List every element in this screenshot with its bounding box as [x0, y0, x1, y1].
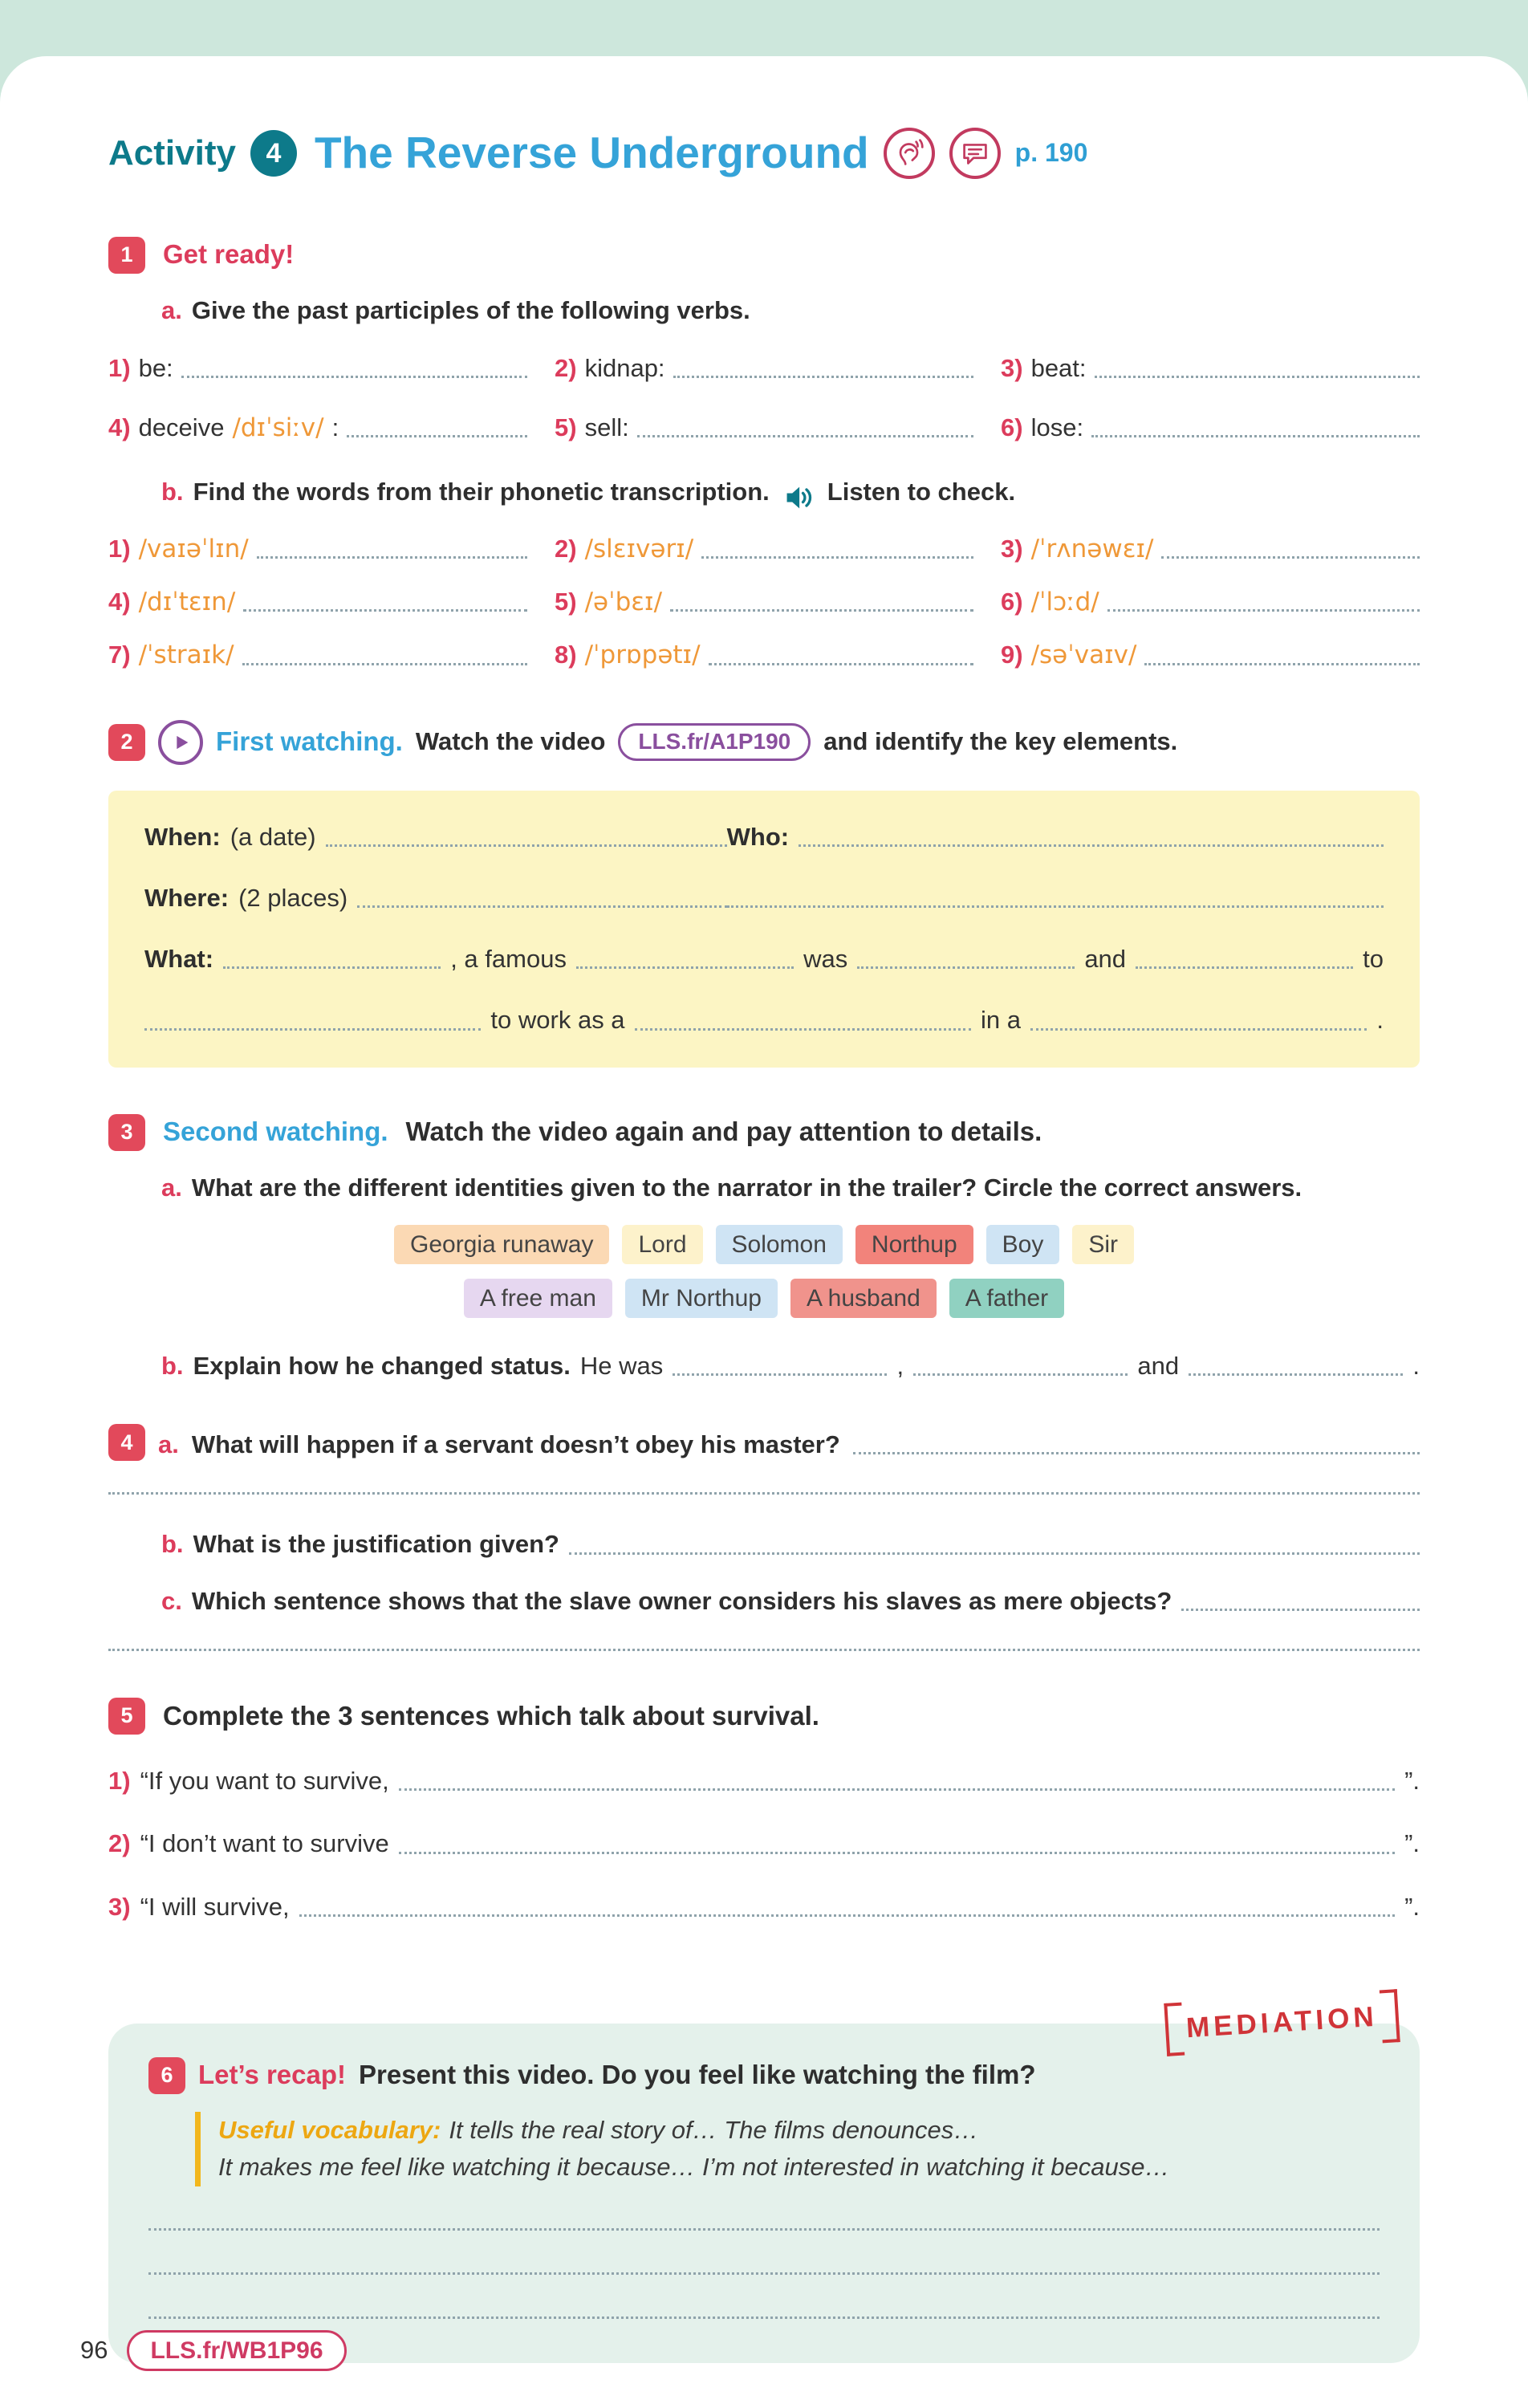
answer-blank: [1091, 435, 1420, 437]
section-1-badge: 1: [108, 237, 145, 274]
task-lead: He was: [579, 1352, 664, 1381]
task-letter: b.: [161, 1352, 184, 1381]
page-ref: p. 190: [1014, 137, 1088, 167]
answer-blank: [257, 556, 527, 559]
recap-text: Present this video. Do you feel like watching the film?: [359, 2060, 1036, 2090]
item-number: 5): [555, 413, 577, 442]
item-number: 2): [555, 353, 577, 382]
what-row: [144, 943, 1384, 975]
verb-label: sell:: [584, 413, 629, 442]
task-text: What is the justification given?: [193, 1530, 559, 1559]
answer-blank: [701, 556, 973, 559]
verb-label: be:: [138, 353, 173, 382]
item-number: 4): [108, 413, 131, 442]
task-1b: [161, 476, 1420, 508]
identity-chip[interactable]: Georgia runaway: [394, 1225, 609, 1264]
answer-line: [148, 2316, 1380, 2319]
answer-blank: [727, 905, 1384, 908]
sentence-end: ”.: [1404, 1829, 1420, 1858]
verb-colon: :: [331, 413, 339, 442]
page-number: 96: [80, 2336, 108, 2365]
sentence-end: ”.: [1404, 1766, 1420, 1795]
section-5-badge: 5: [108, 1698, 145, 1735]
ipa-text: /dɪˈtɛɪn/: [138, 587, 236, 616]
identity-chips-row-1: [108, 1225, 1420, 1264]
item-number: 2): [108, 1829, 131, 1858]
activity-label: Activity: [108, 133, 236, 173]
phonetics-row-1: [108, 533, 1420, 565]
task-letter: b.: [161, 1530, 184, 1559]
task-letter: a.: [161, 1173, 182, 1202]
section-first-watching: [108, 720, 1420, 1068]
answer-blank: [1030, 1028, 1367, 1031]
ipa-text: /səˈvaɪv/: [1030, 641, 1137, 670]
task-4c: [161, 1585, 1420, 1617]
section-3-badge: 3: [108, 1114, 145, 1151]
answer-blank: [399, 1852, 1395, 1854]
video-link[interactable]: LLS.fr/A1P190: [618, 723, 811, 760]
answer-blank: [670, 609, 973, 612]
sentence-start: “If you want to survive,: [140, 1766, 389, 1795]
when-who-row: [144, 821, 1384, 853]
section-questions: [108, 1424, 1420, 1651]
answer-blank: [637, 435, 973, 437]
identity-chip[interactable]: Sir: [1072, 1225, 1134, 1264]
identity-chip[interactable]: A free man: [464, 1279, 612, 1318]
verb-item: [1001, 352, 1420, 384]
phonetic-item: [555, 533, 973, 565]
phonetic-item: [1001, 639, 1420, 671]
section-4-badge: 4: [108, 1424, 145, 1461]
ipa-text: /ˈlɔːd/: [1030, 587, 1099, 616]
section-1-title: Get ready!: [163, 239, 295, 270]
section-6-badge: 6: [148, 2057, 185, 2094]
answer-blank: [799, 844, 1384, 847]
answer-line: [148, 2228, 1380, 2231]
answer-line: [148, 2272, 1380, 2275]
section-2-badge: 2: [108, 724, 145, 761]
answer-blank: [144, 1028, 481, 1031]
answer-blank: [1107, 609, 1420, 612]
answer-blank: [399, 1788, 1395, 1791]
ipa-text: /vaɪəˈlɪn/: [138, 534, 249, 563]
ipa-text: /ˈprɒpətɪ/: [584, 641, 701, 670]
what-text: .: [1376, 1006, 1384, 1035]
answer-blank: [1136, 966, 1353, 969]
workbook-page: [0, 56, 1528, 2408]
mediation-stamp: MEDIATION: [1164, 1989, 1400, 2056]
identity-chip[interactable]: Lord: [622, 1225, 702, 1264]
item-number: 3): [108, 1892, 131, 1921]
ipa-text: /ˈrʌnəwɛɪ/: [1030, 534, 1154, 563]
identity-chips-row-2: [108, 1279, 1420, 1318]
verb-item: [555, 412, 973, 444]
listening-icon: [884, 128, 935, 179]
phonetic-item: [1001, 586, 1420, 618]
answer-blank: [673, 376, 973, 378]
what-text: in a: [980, 1006, 1021, 1035]
phonetic-item: [555, 586, 973, 618]
when-hint: (a date): [230, 822, 316, 851]
answer-blank: [223, 966, 441, 969]
survival-sentence: [108, 1765, 1420, 1797]
verbs-row-1: [108, 352, 1420, 384]
identity-chip[interactable]: Mr Northup: [625, 1279, 778, 1318]
item-number: 7): [108, 641, 131, 669]
task-text: Explain how he changed status.: [193, 1352, 571, 1381]
answer-blank: [181, 376, 527, 378]
survival-sentence: [108, 1828, 1420, 1860]
section-survival: [108, 1698, 1420, 1923]
answer-blank: [357, 905, 726, 908]
identity-chip[interactable]: A husband: [790, 1279, 937, 1318]
what-row-2: [144, 1004, 1384, 1036]
answer-blank: [243, 609, 527, 612]
page-footer: [80, 2330, 347, 2371]
sentence-start: “I don’t want to survive: [140, 1829, 389, 1858]
vocab-label: Useful vocabulary:: [218, 2115, 441, 2144]
answer-blank: [576, 966, 794, 969]
play-icon[interactable]: [158, 720, 203, 765]
speaking-icon: [949, 128, 1001, 179]
task-4b: [161, 1528, 1420, 1560]
section-2-subtitle: First watching.: [216, 726, 403, 757]
verb-item: [555, 352, 973, 384]
answer-blank: [326, 844, 727, 847]
verb-label: lose:: [1030, 413, 1084, 442]
task-text: Which sentence shows that the slave owner considers his slaves as mere objects?: [191, 1586, 1172, 1615]
separator: ,: [896, 1352, 904, 1381]
ipa-text: /ˈstraɪk/: [138, 641, 234, 670]
verb-label: deceive: [138, 413, 225, 442]
identity-chip[interactable]: Northup: [855, 1225, 973, 1264]
task-letter: c.: [161, 1586, 182, 1615]
task-3b: [161, 1350, 1420, 1382]
item-number: 1): [108, 353, 131, 382]
sentence-end: ”.: [1404, 1892, 1420, 1921]
answer-blank: [1189, 1373, 1403, 1376]
section-2-text-after: and identify the key elements.: [823, 727, 1178, 756]
phonetics-row-3: [108, 639, 1420, 671]
phonetics-row-2: [108, 586, 1420, 618]
key-elements-box: [108, 791, 1420, 1068]
vocab-line-2: It makes me feel like watching it because… I’m not interested in watching it because…: [218, 2153, 1170, 2182]
section-recap: [108, 2000, 1420, 2363]
vocab-line-1: It tells the real story of… The films denounces…: [449, 2115, 979, 2144]
task-letter: b.: [161, 478, 184, 506]
who-label: Who:: [726, 822, 790, 851]
section-5-title: Complete the 3 sentences which talk about survival.: [163, 1700, 819, 1731]
verb-item: [108, 412, 527, 444]
section-second-watching: [108, 1114, 1420, 1383]
sentence-start: “I will survive,: [140, 1892, 290, 1921]
answer-blank: [673, 1373, 887, 1376]
verb-label: kidnap:: [584, 353, 665, 382]
ipa-text: /slɛɪvərɪ/: [584, 534, 694, 563]
item-number: 4): [108, 587, 131, 616]
item-number: 8): [555, 641, 577, 669]
task-text: Give the past participles of the following verbs.: [191, 295, 750, 324]
activity-header: [108, 124, 1420, 182]
verb-item: [1001, 412, 1420, 444]
phonetic-item: [108, 533, 527, 565]
useful-vocabulary: [195, 2112, 1380, 2186]
phonetic-hint: /dɪˈsiːv/: [232, 413, 324, 443]
what-text: , a famous: [450, 945, 567, 974]
section-2-text: Watch the video: [415, 727, 606, 756]
what-text: to: [1363, 945, 1384, 974]
answer-line: [108, 1488, 1420, 1495]
where-label: Where:: [144, 883, 230, 912]
task-letter: a.: [158, 1430, 179, 1459]
page-title: The Reverse Underground: [314, 128, 869, 177]
what-label: What:: [144, 945, 214, 974]
verb-label: beat:: [1030, 353, 1087, 382]
identity-chip[interactable]: Solomon: [716, 1225, 843, 1264]
section-get-ready: [108, 237, 1420, 672]
item-number: 3): [1001, 534, 1023, 563]
answer-blank: [347, 435, 527, 437]
answer-blank: [569, 1552, 1420, 1555]
item-number: 9): [1001, 641, 1023, 669]
phonetic-item: [555, 639, 973, 671]
phonetic-item: [108, 586, 527, 618]
answer-line: [108, 1645, 1420, 1651]
answer-blank: [857, 966, 1075, 969]
answer-blank: [1161, 556, 1420, 559]
phonetic-item: [1001, 533, 1420, 565]
period: .: [1412, 1352, 1420, 1381]
recap-title: Let’s recap!: [198, 2060, 347, 2090]
what-text: to work as a: [490, 1006, 625, 1035]
where-row: [144, 882, 1384, 914]
item-number: 1): [108, 534, 131, 563]
answer-blank: [635, 1028, 971, 1031]
answer-blank: [913, 1373, 1128, 1376]
section-3-text: Watch the video again and pay attention to details.: [405, 1117, 1042, 1147]
answer-blank: [709, 663, 973, 665]
identity-chip[interactable]: Boy: [986, 1225, 1060, 1264]
when-label: When:: [144, 822, 221, 851]
answer-blank: [1095, 376, 1420, 378]
recap-head: [148, 2057, 1380, 2094]
task-1a: [161, 295, 1420, 327]
task-text: What will happen if a servant doesn’t obey his master?: [191, 1430, 840, 1459]
what-text: and: [1084, 945, 1127, 974]
item-number: 2): [555, 534, 577, 563]
item-number: 1): [108, 1766, 131, 1795]
survival-sentence: [108, 1891, 1420, 1923]
task-letter: a.: [161, 295, 182, 324]
section-3-subtitle: Second watching.: [163, 1117, 388, 1147]
answer-blank: [242, 663, 527, 665]
activity-number-badge: 4: [250, 130, 297, 177]
phonetic-item: [108, 639, 527, 671]
what-text: was: [803, 945, 848, 974]
verb-item: [108, 352, 527, 384]
identity-chip[interactable]: A father: [949, 1279, 1064, 1318]
task-3a: [161, 1172, 1420, 1204]
footer-link[interactable]: LLS.fr/WB1P96: [127, 2330, 346, 2371]
answer-blank: [1181, 1609, 1420, 1611]
item-number: 6): [1001, 413, 1023, 442]
answer-blank: [853, 1452, 1420, 1454]
task-text: Find the words from their phonetic transcription.: [193, 478, 770, 506]
where-hint: (2 places): [238, 883, 348, 912]
speaker-icon[interactable]: [782, 482, 815, 514]
answer-blank: [299, 1914, 1395, 1917]
verbs-row-2: [108, 412, 1420, 444]
item-number: 6): [1001, 587, 1023, 616]
conjunction: and: [1137, 1352, 1180, 1381]
task-4a: [108, 1424, 1420, 1461]
ipa-text: /əˈbɛɪ/: [584, 587, 663, 616]
task-text: What are the different identities given to the narrator in the trailer? Circle the correct answers.: [191, 1173, 1302, 1202]
item-number: 5): [555, 587, 577, 616]
task-text-2: Listen to check.: [827, 478, 1016, 506]
item-number: 3): [1001, 353, 1023, 382]
answer-blank: [1144, 663, 1420, 665]
